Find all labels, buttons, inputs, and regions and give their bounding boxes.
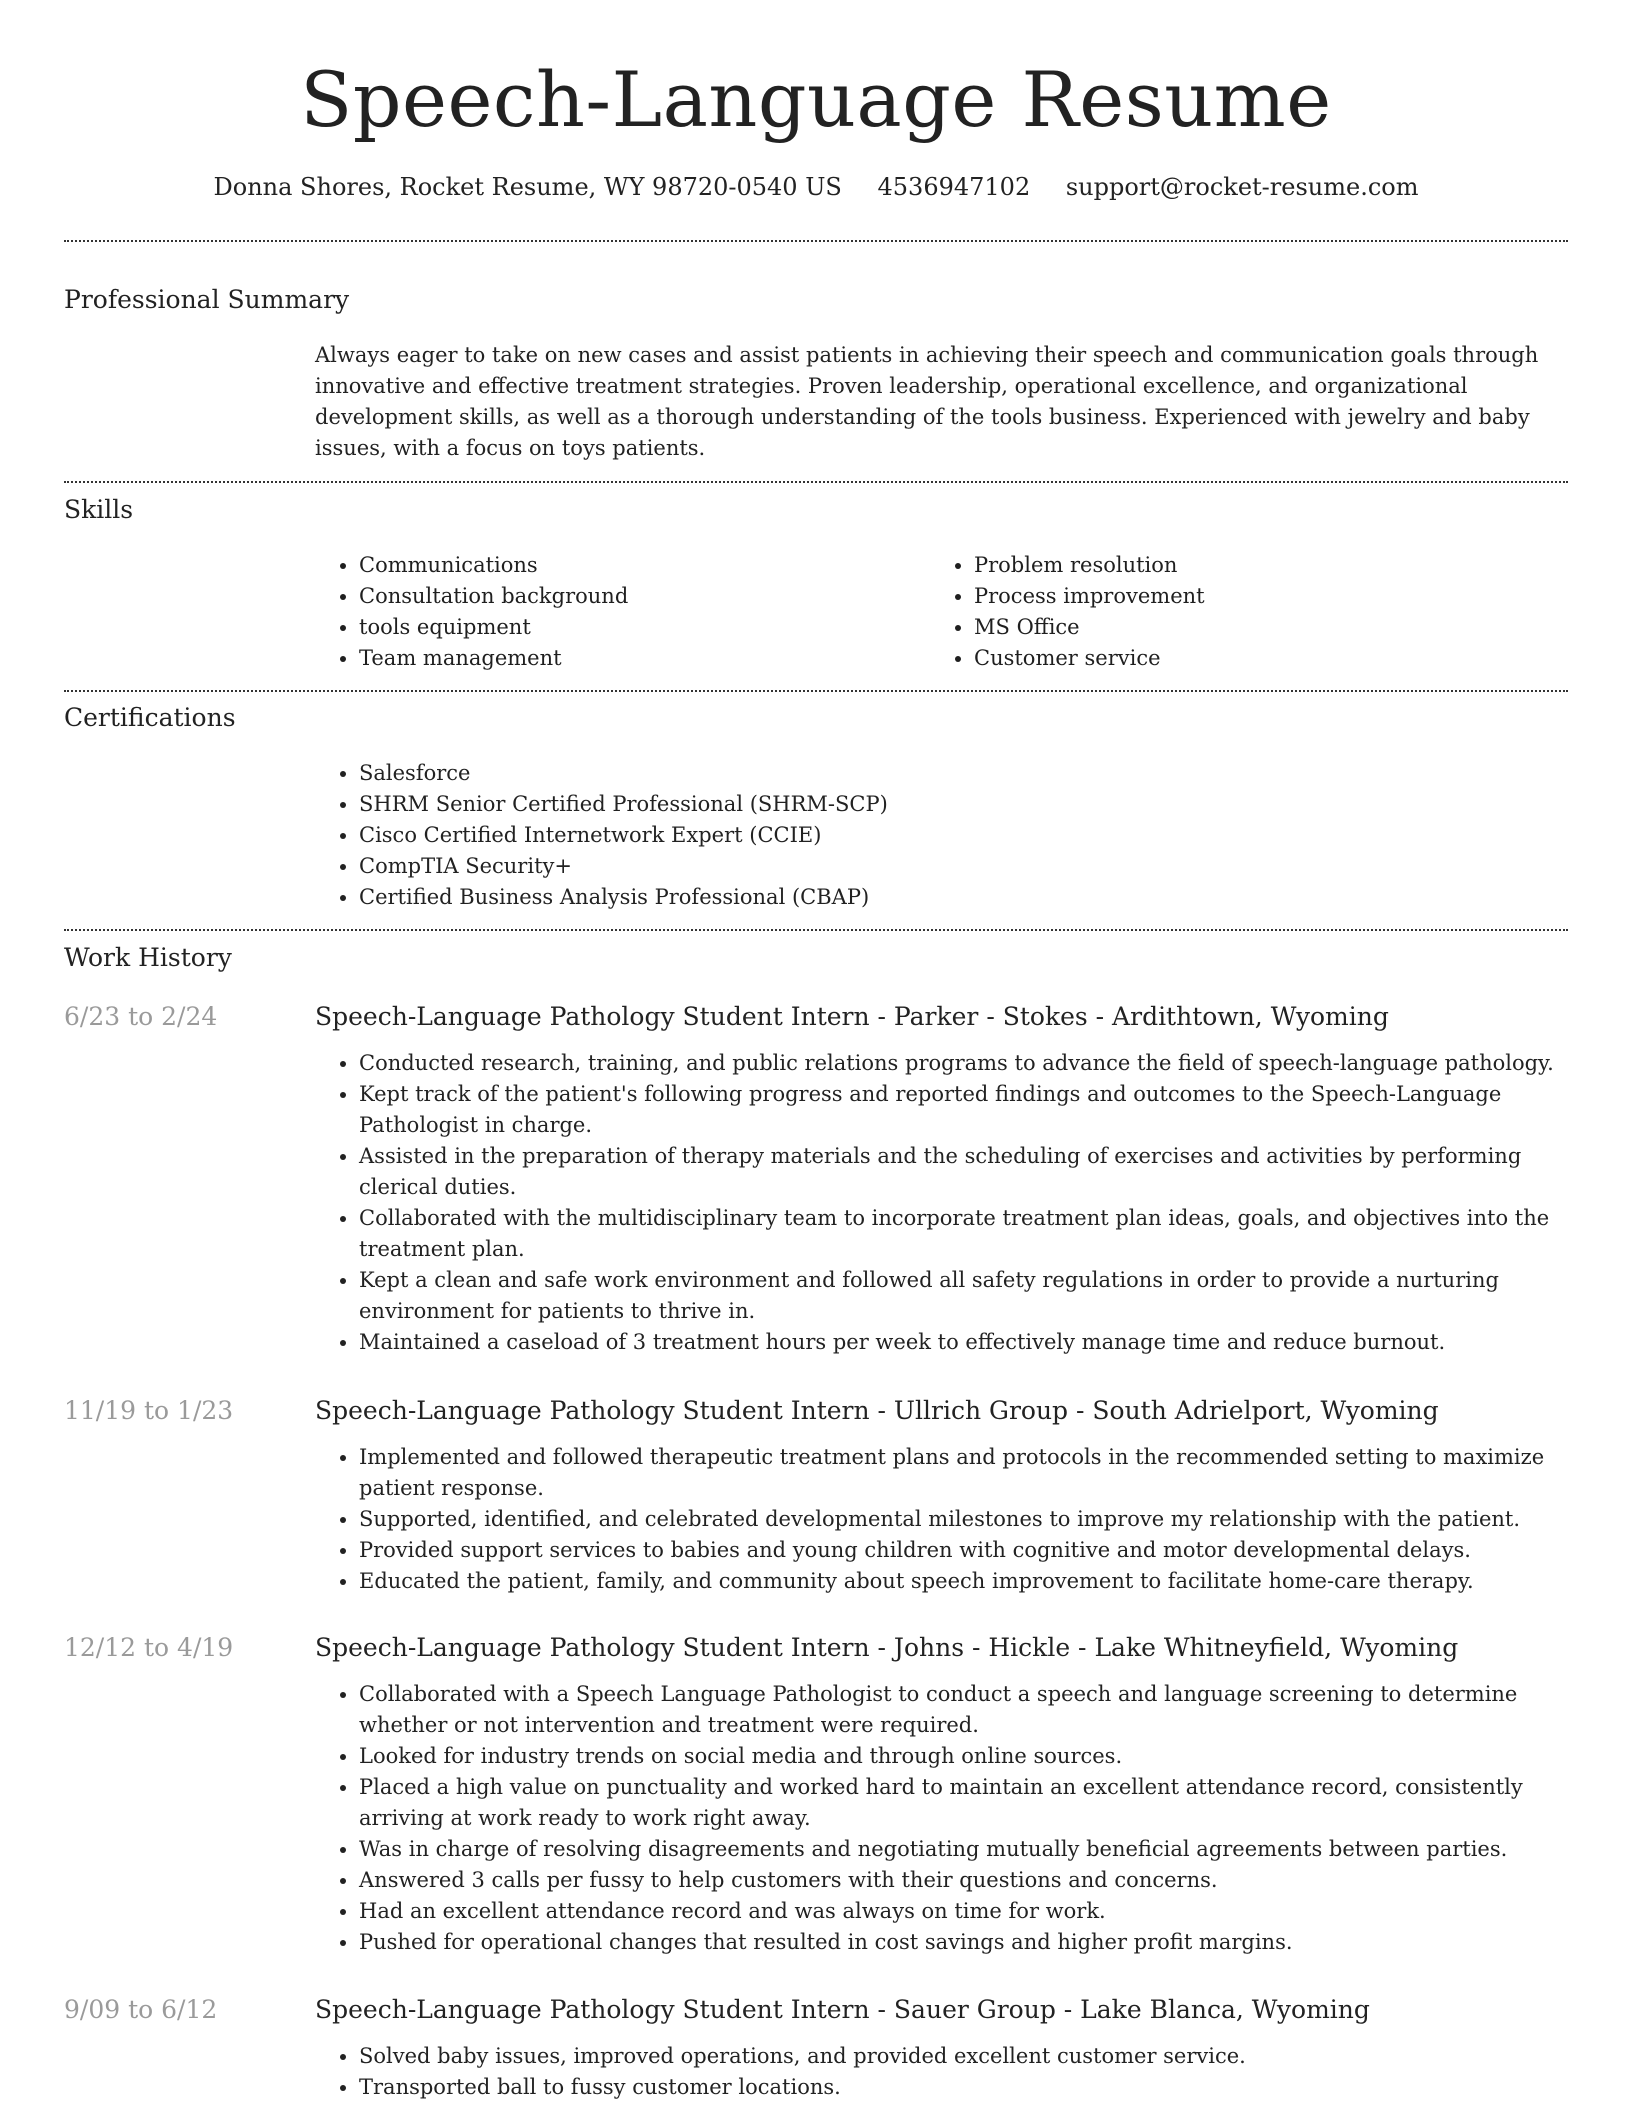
- summary-heading: Professional Summary: [64, 285, 350, 314]
- job-title: Speech-Language Pathology Student Intern - Parker - Stokes - Ardithtown, Wyoming: [315, 1002, 1389, 1031]
- divider: [64, 481, 1568, 483]
- work-history-heading: Work History: [64, 943, 232, 972]
- certification-item: • SHRM Senior Certified Professional (SHRM-SCP): [359, 789, 1568, 820]
- job-bullet: • Assisted in the preparation of therapy materials and the scheduling of exercises and activities by performing clerical duties.: [359, 1141, 1568, 1203]
- skill-item: • Problem resolution: [974, 550, 1530, 581]
- skills-column-left: [315, 550, 915, 674]
- job-bullet: • Conducted research, training, and public relations programs to advance the field of speech-language pathology.: [359, 1048, 1568, 1079]
- job-bullet: • Collaborated with a Speech Language Pathologist to conduct a speech and language screening to determine whether or not intervention and treatment were required.: [359, 1679, 1568, 1741]
- skill-item: • Team management: [359, 643, 915, 674]
- job-title: Speech-Language Pathology Student Intern - Sauer Group - Lake Blanca, Wyoming: [315, 1995, 1370, 2024]
- job-bullet: • Maintained a caseload of 3 treatment hours per week to effectively manage time and reduce burnout.: [359, 1327, 1568, 1358]
- job-bullets: [315, 1442, 1568, 1597]
- contact-phone[interactable]: 4536947102: [877, 173, 1031, 201]
- job-dates: 12/12 to 4/19: [64, 1633, 234, 1662]
- job-bullet: • Answered 3 calls per fussy to help customers with their questions and concerns.: [359, 1865, 1568, 1896]
- contact-line: [64, 170, 1568, 204]
- skill-item: • Process improvement: [974, 581, 1530, 612]
- job-dates: 6/23 to 2/24: [64, 1002, 218, 1031]
- job-bullet: • Implemented and followed therapeutic treatment plans and protocols in the recommended setting to maximize patient response.: [359, 1442, 1568, 1504]
- job-bullets: [315, 2041, 1568, 2103]
- divider: [64, 690, 1568, 692]
- skill-item: • Consultation background: [359, 581, 915, 612]
- certification-item: • Salesforce: [359, 758, 1568, 789]
- skills-heading: Skills: [64, 495, 134, 524]
- job-bullet: • Kept track of the patient's following progress and reported findings and outcomes to the Speech-Language Pathologist in charge.: [359, 1079, 1568, 1141]
- skill-item: • Communications: [359, 550, 915, 581]
- job-bullet: • Pushed for operational changes that resulted in cost savings and higher profit margins.: [359, 1927, 1568, 1958]
- job-dates: 9/09 to 6/12: [64, 1995, 218, 2024]
- skill-item: • tools equipment: [359, 612, 915, 643]
- job-bullet: • Collaborated with the multidisciplinary team to incorporate treatment plan ideas, goals, and objectives into the treatment plan.: [359, 1203, 1568, 1265]
- divider: [64, 929, 1568, 931]
- job-bullet: • Transported ball to fussy customer locations.: [359, 2072, 1568, 2103]
- contact-email[interactable]: support@rocket-resume.com: [1065, 173, 1419, 201]
- skill-item: • Customer service: [974, 643, 1530, 674]
- certification-item: • CompTIA Security+: [359, 851, 1568, 882]
- resume-title: Speech-Language Resume: [300, 55, 1332, 144]
- job-dates: 11/19 to 1/23: [64, 1396, 234, 1425]
- job-bullet: • Was in charge of resolving disagreements and negotiating mutually beneficial agreements between parties.: [359, 1834, 1568, 1865]
- job-title: Speech-Language Pathology Student Intern - Ullrich Group - South Adrielport, Wyoming: [315, 1396, 1439, 1425]
- certification-item: • Cisco Certified Internetwork Expert (CCIE): [359, 820, 1568, 851]
- skills-column-right: [930, 550, 1530, 674]
- summary-text: Always eager to take on new cases and assist patients in achieving their speech and communication goals through innovative and effective treatment strategies. Proven leadership, operational excellence, and organizational development skills, as well as a thorough understanding of the tools business. Experienced with jewelry and baby issues, with a focus on toys patients.: [315, 343, 1539, 460]
- job-bullet: • Solved baby issues, improved operations, and provided excellent customer service.: [359, 2041, 1568, 2072]
- job-bullet: • Kept a clean and safe work environment and followed all safety regulations in order to provide a nurturing environment for patients to thrive in.: [359, 1265, 1568, 1327]
- job-bullet: • Educated the patient, family, and community about speech improvement to facilitate home-care therapy.: [359, 1566, 1568, 1597]
- certifications-list: [315, 758, 1568, 913]
- divider: [64, 240, 1568, 242]
- job-bullets: [315, 1679, 1568, 1958]
- job-bullets: [315, 1048, 1568, 1358]
- skill-item: • MS Office: [974, 612, 1530, 643]
- job-bullet: • Had an excellent attendance record and was always on time for work.: [359, 1896, 1568, 1927]
- job-bullet: • Supported, identified, and celebrated developmental milestones to improve my relationship with the patient.: [359, 1504, 1568, 1535]
- job-bullet: • Provided support services to babies and young children with cognitive and motor developmental delays.: [359, 1535, 1568, 1566]
- job-bullet: • Placed a high value on punctuality and worked hard to maintain an excellent attendance record, consistently arriving at work ready to work right away.: [359, 1772, 1568, 1834]
- certification-item: • Certified Business Analysis Professional (CBAP): [359, 882, 1568, 913]
- certifications-heading: Certifications: [64, 703, 236, 732]
- job-bullet: • Looked for industry trends on social media and through online sources.: [359, 1741, 1568, 1772]
- contact-address: Donna Shores, Rocket Resume, WY 98720-0540 US: [213, 173, 842, 201]
- job-title: Speech-Language Pathology Student Intern - Johns - Hickle - Lake Whitneyfield, Wyoming: [315, 1633, 1459, 1662]
